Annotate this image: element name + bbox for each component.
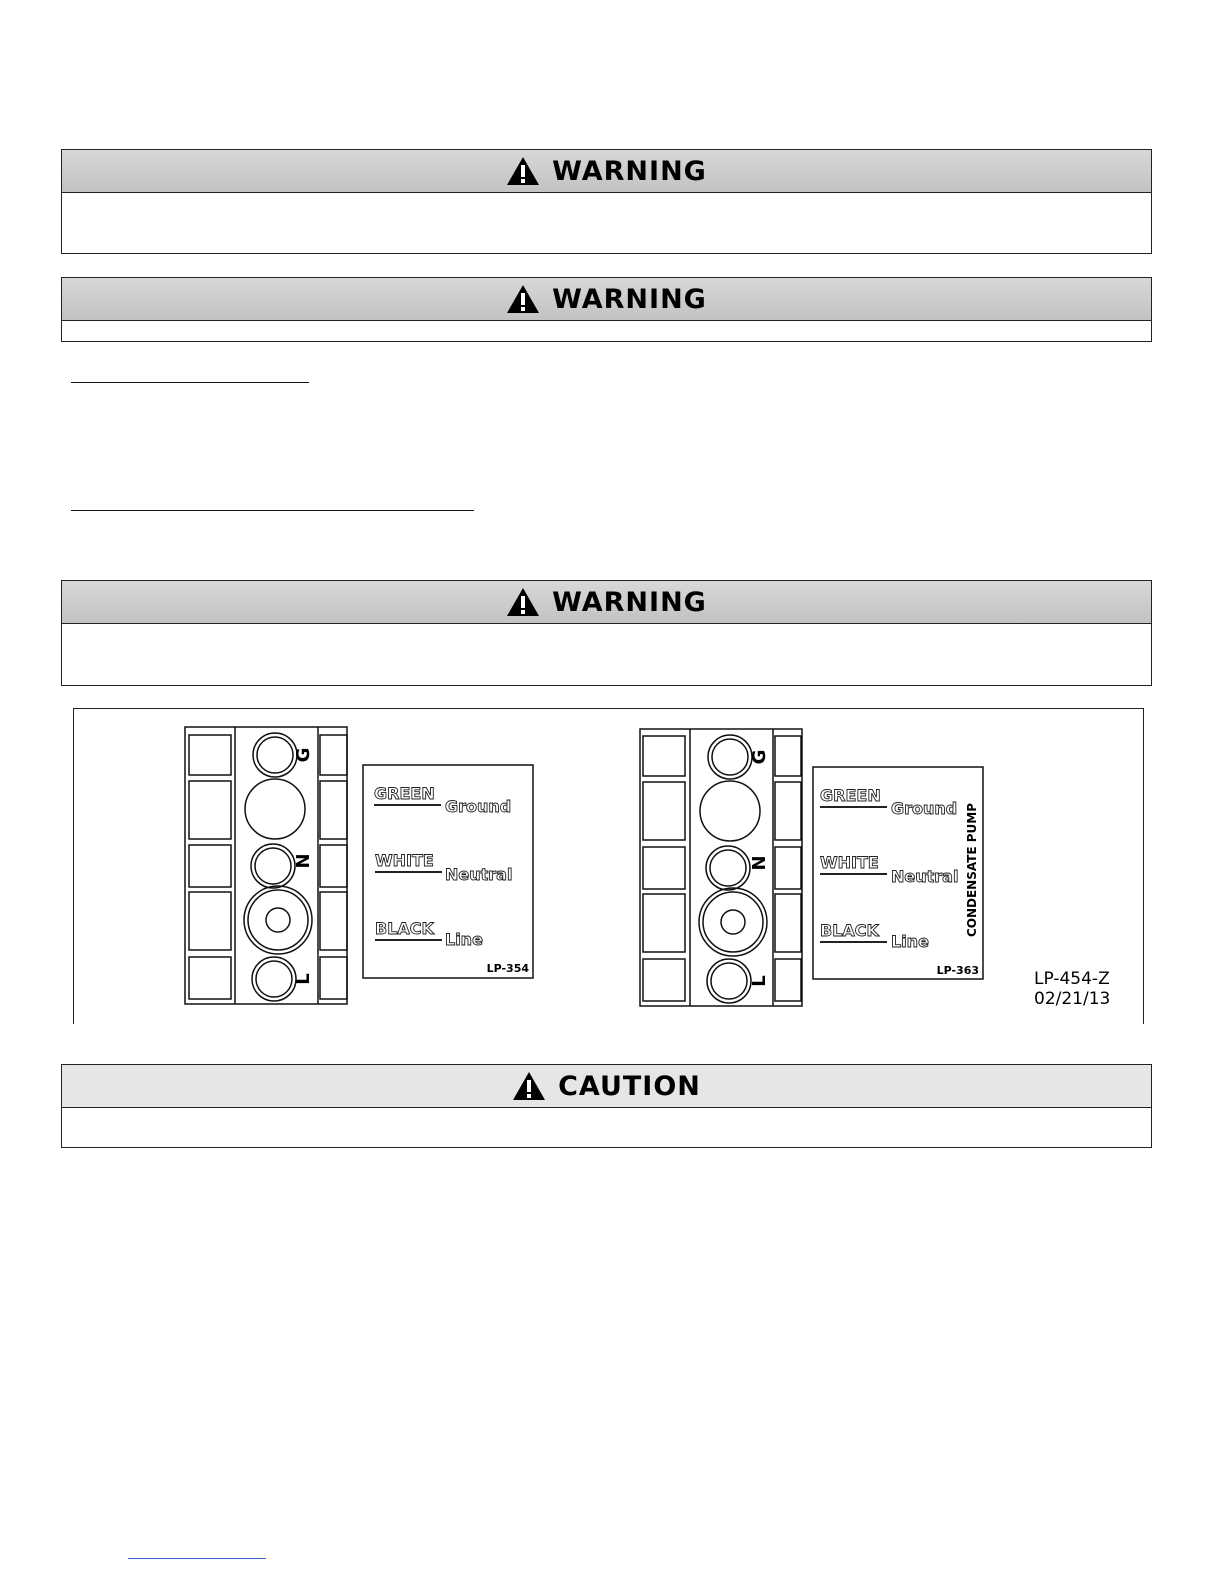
section-heading-underline-1 (71, 382, 309, 383)
caution-header (62, 1065, 1151, 1108)
wire-color-green-right: GREEN (820, 786, 881, 805)
wiring-diagram-figure (73, 708, 1144, 1024)
warning-box-2 (61, 277, 1152, 342)
terminal-letter-g-right: G (749, 749, 770, 765)
wire-function-line-left: Line (445, 930, 483, 949)
warning-box-1 (61, 149, 1152, 254)
warning-header-3 (62, 581, 1151, 624)
warning-triangle-icon (506, 587, 540, 617)
terminal-letter-n-right: N (749, 855, 770, 871)
wire-function-line-right: Line (891, 932, 929, 951)
condensate-pump-label: CONDENSATE PUMP (965, 802, 979, 938)
warning-box-3 (61, 580, 1152, 686)
terminal-letter-l-right: L (749, 975, 770, 987)
warning-triangle-icon (506, 284, 540, 314)
terminal-letter-n-left: N (293, 853, 314, 869)
wire-function-neutral-right: Neutral (891, 867, 959, 886)
wire-function-ground-left: Ground (445, 797, 512, 816)
wire-color-white-left: WHITE (375, 851, 434, 870)
warning-header-2 (62, 278, 1151, 321)
warning-triangle-icon (512, 1071, 546, 1101)
figure-date: 02/21/13 (1034, 989, 1111, 1009)
warning-label: WARNING (552, 283, 707, 315)
warning-header-1 (62, 150, 1151, 193)
section-heading-underline-2 (71, 510, 474, 511)
terminal-letter-l-left: L (293, 973, 314, 985)
warning-triangle-icon (506, 156, 540, 186)
wire-function-neutral-left: Neutral (445, 865, 513, 884)
wiring-diagram-svg (74, 709, 1145, 1025)
terminal-letter-g-left: G (293, 747, 314, 763)
footer-link-underline[interactable] (128, 1558, 266, 1559)
figure-code: LP-454-Z (1034, 969, 1110, 989)
wire-color-green-left: GREEN (374, 784, 435, 803)
part-number-lp354: LP-354 (486, 962, 529, 975)
wire-color-black-left: BLACK (375, 919, 434, 938)
connector-left (185, 727, 347, 1004)
connector-right (640, 729, 802, 1006)
warning-label: WARNING (552, 155, 707, 187)
part-number-lp363: LP-363 (936, 964, 979, 977)
caution-label: CAUTION (558, 1070, 701, 1102)
wire-color-white-right: WHITE (820, 853, 879, 872)
warning-label: WARNING (552, 586, 707, 618)
wire-color-black-right: BLACK (820, 921, 879, 940)
caution-box (61, 1064, 1152, 1148)
wire-function-ground-right: Ground (891, 799, 958, 818)
